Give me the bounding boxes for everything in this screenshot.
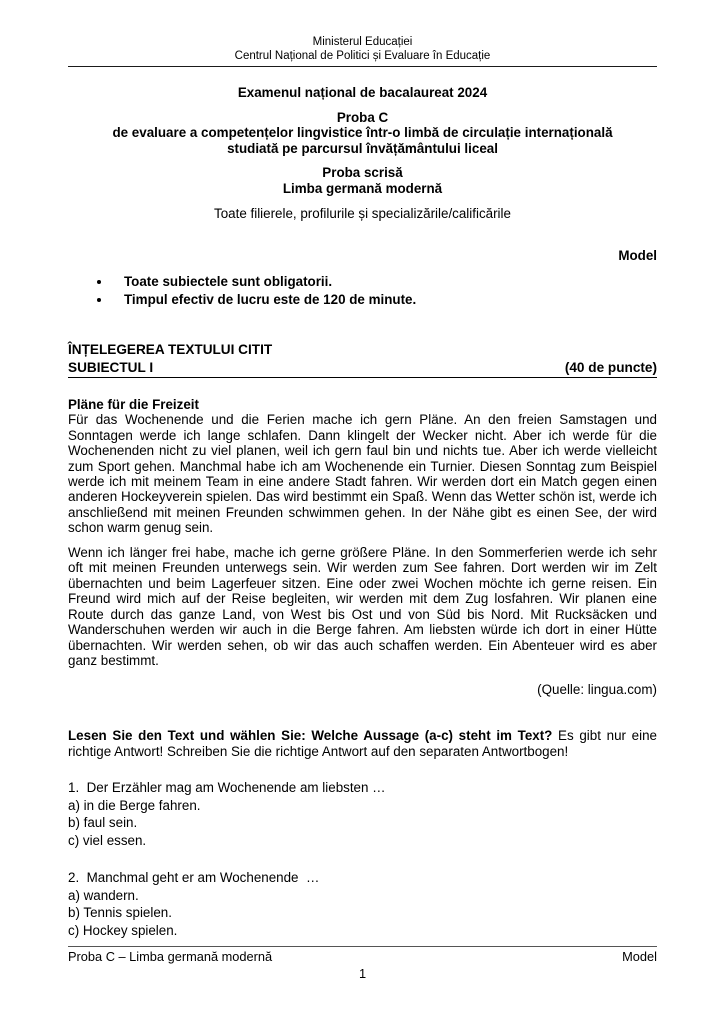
document-footer xyxy=(68,946,657,981)
page-number: 1 xyxy=(358,966,367,981)
rule-item-mandatory: • Toate subiectele sunt obligatorii. xyxy=(112,273,657,291)
question-2-option-b: b) Tennis spielen. xyxy=(68,905,172,921)
exam-rules-list xyxy=(68,273,657,309)
tracks-profiles-line: Toate filierele, profilurile și specializările/calificările xyxy=(214,205,511,221)
language-subject-label: Limba germană modernă xyxy=(282,180,443,196)
question-1-option-c: c) viel essen. xyxy=(68,832,147,848)
footer-divider xyxy=(68,946,657,947)
footer-right-label: Model xyxy=(622,949,657,964)
question-1 xyxy=(68,779,657,849)
question-1-option-a: a) in die Berge fahren. xyxy=(68,797,201,813)
footer-row xyxy=(68,949,657,964)
task-instruction xyxy=(68,728,657,759)
question-1-option-b: b) faul sein. xyxy=(68,815,138,831)
question-1-stem: 1. Der Erzähler mag am Wochenende am liebsten … xyxy=(68,780,386,796)
title-block xyxy=(68,85,657,221)
exam-title: Examenul național de bacalaureat 2024 xyxy=(237,85,488,100)
question-2 xyxy=(68,869,657,939)
reading-paragraph-1: Für das Wochenende und die Ferien mache ich gern Pläne. An den freien Samstagen und Sonntagen werde ich lange schlafen. Dann klingelt der Wecker nicht. Aber ich werde für die Wochenenden nicht zu viel planen, weil ich gern faul bin und nichts tue. Aber ich werde vielleicht zum Sport gehen. Manchmal habe ich am Wochenende ein Turnier. Diesen Sonntag zum Beispiel werde ich mit meinem Team in eine andere Stadt fahren. Wir werden dort ein Match gegen einen anderen Hockeyverein spielen. Das wird bestimmt ein Spaß. Wenn das Wetter schön ist, werde ich anschließend mit meinen Freunden schwimmen gehen. In der Nähe gibt es einen See, der wird schon warm genug sein. xyxy=(68,412,657,536)
written-test-label: Proba scrisă xyxy=(322,165,403,181)
source-attribution: (Quelle: lingua.com) xyxy=(537,682,657,698)
subject-label: SUBIECTUL I xyxy=(68,360,154,376)
reading-text-title: Pläne für die Freizeit xyxy=(68,397,199,413)
question-2-option-c: c) Hockey spielen. xyxy=(68,922,178,938)
document-header xyxy=(68,36,657,63)
proba-description-line1: de evaluare a competențelor lingvistice într-o limbă de circulație internațională xyxy=(112,125,613,141)
task-instruction-normal: Es gibt nur eine richtige Antwort! Schreiben Sie die richtige Antwort auf den separaten Antwortbogen! xyxy=(68,728,657,759)
section-heading: ÎNȚELEGEREA TEXTULUI CITIT xyxy=(68,342,273,358)
task-instruction-bold: Lesen Sie den Text und wählen Sie: Welche Aussage (a-c) steht im Text? xyxy=(68,728,553,744)
reading-paragraph-2: Wenn ich länger frei habe, mache ich gerne größere Pläne. In den Sommerferien werde ich sehr oft mit meinen Freunden unterwegs sein. Wir werden zum See fahren. Dort werden wir im Zelt übernachten und beim Lagerfeuer sitzen. Eine oder zwei Wochen möchte ich gerne reisen. Ein Freund wird mich auf der Reise begleiten, wir werden mit dem Zug losfahren. Wir planen eine Route durch das ganze Land, von West bis Ost und von Süd bis Nord. Mit Rucksäcken und Wanderschuhen werden wir auch in die Berge fahren. Am liebsten würde ich dort in einer Hütte übernachten. Wir werden sehen, ob wir das auch schaffen werden. Ein Abenteuer wird es aber ganz bestimmt. xyxy=(68,544,657,668)
points-label: (40 de puncte) xyxy=(564,360,657,376)
model-label: Model xyxy=(618,248,657,264)
footer-left-label: Proba C – Limba germană modernă xyxy=(68,949,273,964)
question-2-option-a: a) wandern. xyxy=(68,887,139,903)
question-2-stem: 2. Manchmal geht er am Wochenende … xyxy=(68,870,320,886)
header-divider xyxy=(68,66,657,67)
proba-label: Proba C xyxy=(336,109,389,125)
subject-points-line xyxy=(68,360,657,378)
ministry-name: Ministerul Educației xyxy=(312,36,413,48)
proba-description-line2: studiată pe parcursul învățământului liceal xyxy=(227,140,498,156)
issuing-center-name: Centrul Național de Politici și Evaluare în Educație xyxy=(234,49,491,62)
rule-item-time: • Timpul efectiv de lucru este de 120 de minute. xyxy=(112,291,657,309)
